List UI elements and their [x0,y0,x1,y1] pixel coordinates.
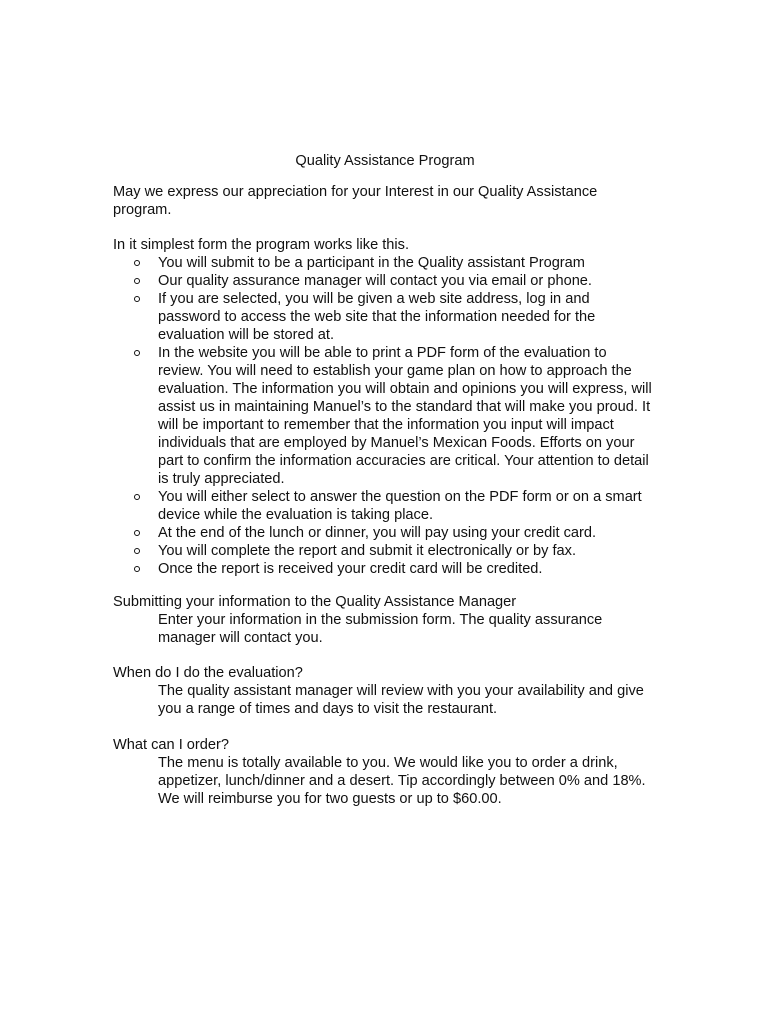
section-body: The quality assistant manager will review with you your availability and give you a range of times and days to visit the restaurant. [158,683,644,717]
list-item [113,344,653,488]
list-item [113,290,653,344]
list-item-text: Once the report is received your credit card will be credited. [158,561,543,577]
list-item-text: You will submit to be a participant in the Quality assistant Program [158,255,585,271]
circle-bullet-icon [134,494,140,500]
intro-paragraph: May we express our appreciation for your Interest in our Quality Assistance program. [113,184,598,218]
section-heading: Submitting your information to the Quality Assistance Manager [113,594,517,610]
circle-bullet-icon [134,260,140,266]
steps-section [113,236,653,578]
list-item [113,254,653,272]
document-title: Quality Assistance Program [295,153,475,169]
list-item-text: If you are selected, you will be given a web site address, log in and password to access the web site that the information needed for the evaluation will be stored at. [158,291,596,343]
list-item-text: You will complete the report and submit it electronically or by fax. [158,543,577,559]
list-item-text: At the end of the lunch or dinner, you will pay using your credit card. [158,525,597,541]
circle-bullet-icon [134,566,140,572]
steps-lead: In it simplest form the program works like this. [113,237,410,253]
list-item [113,272,653,290]
list-item-text: In the website you will be able to print a PDF form of the evaluation to review. You will need to establish your game plan on how to approach the evaluation. The information you will obtain and opinions you will express, will assist us in maintaining Manuel’s to the standard that will make you proud. It will be important to remember that the information you input will impact individuals that are employed by Manuel’s Mexican Foods. Efforts on your part to confirm the information accuracies are critical. Your attention to detail is truly appreciated. [158,345,652,487]
circle-bullet-icon [134,278,140,284]
circle-bullet-icon [134,296,140,302]
section-body: Enter your information in the submission form. The quality assurance manager will contact you. [158,612,603,646]
circle-bullet-icon [134,548,140,554]
list-item-text: Our quality assurance manager will contact you via email or phone. [158,273,592,289]
list-item [113,560,653,578]
steps-list [113,254,653,578]
circle-bullet-icon [134,350,140,356]
section-submitting [113,593,653,647]
circle-bullet-icon [134,530,140,536]
list-item [113,524,653,542]
section-heading: What can I order? [113,737,229,753]
list-item [113,488,653,524]
section-heading: When do I do the evaluation? [113,665,303,681]
section-order [113,736,653,808]
list-item-text: You will either select to answer the question on the PDF form or on a smart device while the evaluation is taking place. [158,489,642,523]
section-when [113,664,653,718]
section-body: The menu is totally available to you. We would like you to order a drink, appetizer, lunch/dinner and a desert. Tip accordingly between 0% and 18%. We will reimburse you for two guests or up to $60.00. [158,755,646,807]
list-item [113,542,653,560]
